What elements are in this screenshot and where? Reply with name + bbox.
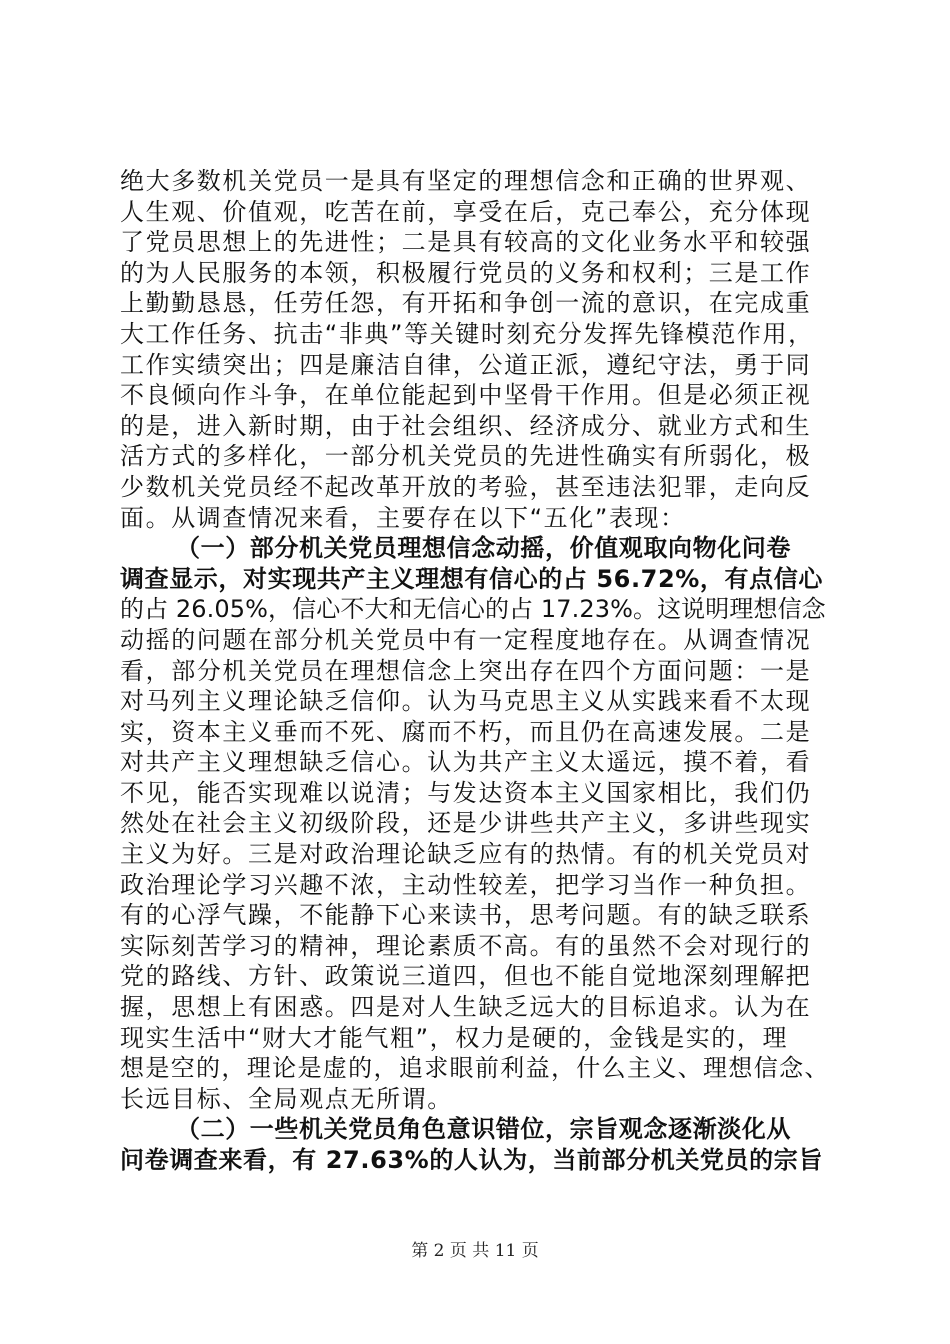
text-line: 不见，能否实现难以说清；与发达资本主义国家相比，我们仍 — [120, 778, 812, 807]
text-line: 少数机关党员经不起改革开放的考验，甚至违法犯罪，走向反 — [120, 472, 812, 501]
text-line: 实，资本主义垂而不死、腐而不朽，而且仍在高速发展。二是 — [120, 717, 812, 746]
text-line: 人生观、价值观，吃苦在前，享受在后，克己奉公，充分体现 — [120, 197, 812, 226]
paragraph-heading-line: （二）一些机关党员角色意识错位，宗旨观念逐渐淡化从 — [176, 1115, 791, 1144]
text-line: 不良倾向作斗争，在单位能起到中坚骨干作用。但是必须正视 — [120, 381, 812, 410]
text-line: 看，部分机关党员在理想信念上突出存在四个方面问题：一是 — [120, 656, 812, 685]
text-line: 调查显示，对实现共产主义理想有信心的占 56.72%，有点信心 — [120, 564, 823, 593]
text-line: 长远目标、全局观点无所谓。 — [120, 1084, 453, 1113]
text-line: 对马列主义理论缺乏信仰。认为马克思主义从实践来看不太现 — [120, 687, 812, 716]
text-line: 想是空的，理论是虚的，追求眼前利益，什么主义、理想信念、 — [120, 1054, 830, 1083]
text-line: 现实生活中“财大才能气粗”，权力是硬的，金钱是实的，理 — [120, 1023, 789, 1052]
text-line: 大工作任务、抗击“非典”等关键时刻充分发挥先锋模范作用， — [120, 319, 814, 348]
text-line: 工作实绩突出；四是廉洁自律，公道正派，遵纪守法，勇于同 — [120, 350, 812, 379]
text-line: 主义为好。三是对政治理论缺乏应有的热情。有的机关党员对 — [120, 840, 812, 869]
text-line: 绝大多数机关党员一是具有坚定的理想信念和正确的世界观、 — [120, 167, 812, 195]
text-line: 动摇的问题在部分机关党员中有一定程度地存在。从调查情况 — [120, 625, 812, 654]
page-footer: 第 2 页 共 11 页 — [411, 1241, 539, 1261]
text-line: 问卷调查来看，有 27.63%的人认为，当前部分机关党员的宗旨 — [120, 1146, 823, 1174]
text-line: 实际刻苦学习的精神，理论素质不高。有的虽然不会对现行的 — [120, 931, 812, 960]
text-line: 握，思想上有困惑。四是对人生缺乏远大的目标追求。认为在 — [120, 993, 812, 1022]
text-line: 然处在社会主义初级阶段，还是少讲些共产主义，多讲些现实 — [120, 809, 812, 838]
text-line: 政治理论学习兴趣不浓，主动性较差，把学习当作一种负担。 — [120, 870, 812, 899]
text-line: 活方式的多样化，一部分机关党员的先进性确实有所弱化，极 — [120, 442, 812, 471]
text-line: 的占 26.05%，信心不大和无信心的占 17.23%。这说明理想信念 — [120, 595, 826, 624]
text-line: 的是，进入新时期，由于社会组织、经济成分、就业方式和生 — [120, 411, 812, 440]
text-line: 上勤勤恳恳，任劳任怨，有开拓和争创一流的意识，在完成重 — [120, 289, 812, 318]
body-text — [120, 166, 832, 1176]
text-line: 党的路线、方针、政策说三道四，但也不能自觉地深刻理解把 — [120, 962, 812, 991]
text-line: 对共产主义理想缺乏信心。认为共产主义太遥远，摸不着，看 — [120, 748, 812, 777]
text-line: 有的心浮气躁，不能静下心来读书，思考问题。有的缺乏联系 — [120, 901, 812, 930]
text-line: 面。从调查情况来看，主要存在以下“五化”表现： — [120, 503, 686, 532]
paragraph-heading-line: （一）部分机关党员理想信念动摇，价值观取向物化问卷 — [176, 534, 791, 563]
text-line: 了党员思想上的先进性；二是具有较高的文化业务水平和较强 — [120, 228, 812, 257]
text-line: 的为人民服务的本领，积极履行党员的义务和权利；三是工作 — [120, 258, 812, 287]
